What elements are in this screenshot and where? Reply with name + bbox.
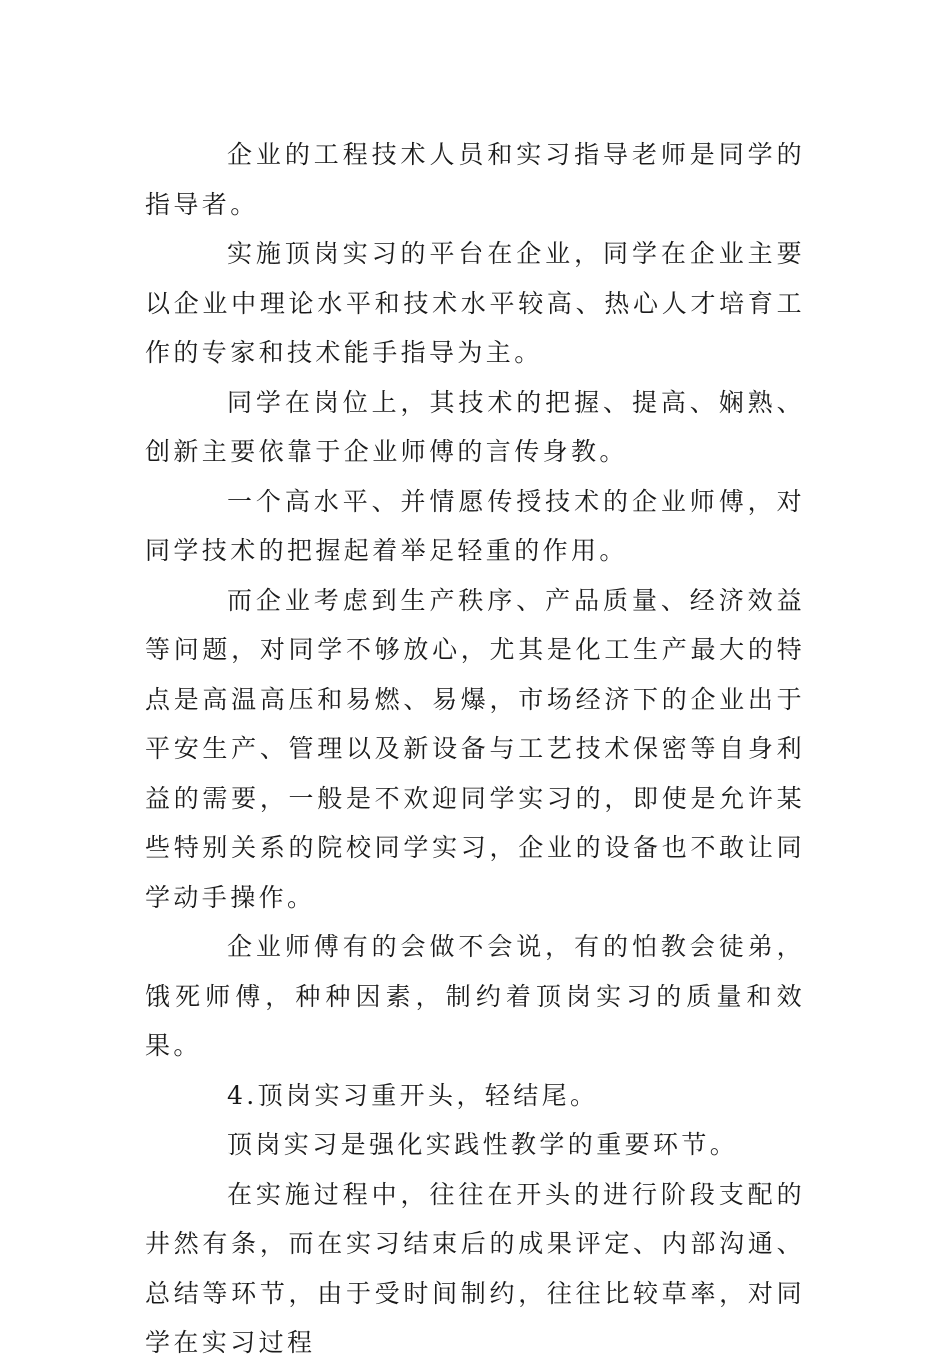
document-body (145, 130, 805, 1368)
paragraph: 在实施过程中，往往在开头的进行阶段支配的井然有条，而在实习结束后的成果评定、内部沟通、总结等环节，由于受时间制约，往往比较草率，对同学在实习过程 (145, 1179, 805, 1357)
paragraph: 同学在岗位上，其技术的把握、提高、娴熟、创新主要依靠于企业师傅的言传身教。 (145, 387, 805, 466)
paragraph: 一个高水平、并情愿传授技术的企业师傅，对同学技术的把握起着举足轻重的作用。 (145, 486, 805, 565)
paragraph: 4.顶岗实习重开头，轻结尾。 (227, 1080, 599, 1110)
paragraph: 而企业考虑到生产秩序、产品质量、经济效益等问题，对同学不够放心，尤其是化工生产最大的特点是高温高压和易燃、易爆，市场经济下的企业出于平安生产、管理以及新设备与工艺技术保密等自身利益的需要，一般是不欢迎同学实习的，即使是允许某些特别关系的院校同学实习，企业的设备也不敢让同学动手操作。 (145, 585, 805, 912)
paragraph: 顶岗实习是强化实践性教学的重要环节。 (227, 1130, 739, 1159)
paragraph: 实施顶岗实习的平台在企业，同学在企业主要以企业中理论水平和技术水平较高、热心人才培育工作的专家和技术能手指导为主。 (145, 239, 805, 367)
paragraph: 企业师傅有的会做不会说，有的怕教会徒弟，饿死师傅，种种因素，制约着顶岗实习的质量和效果。 (145, 932, 805, 1060)
paragraph: 企业的工程技术人员和实习指导老师是同学的指导者。 (145, 140, 805, 219)
